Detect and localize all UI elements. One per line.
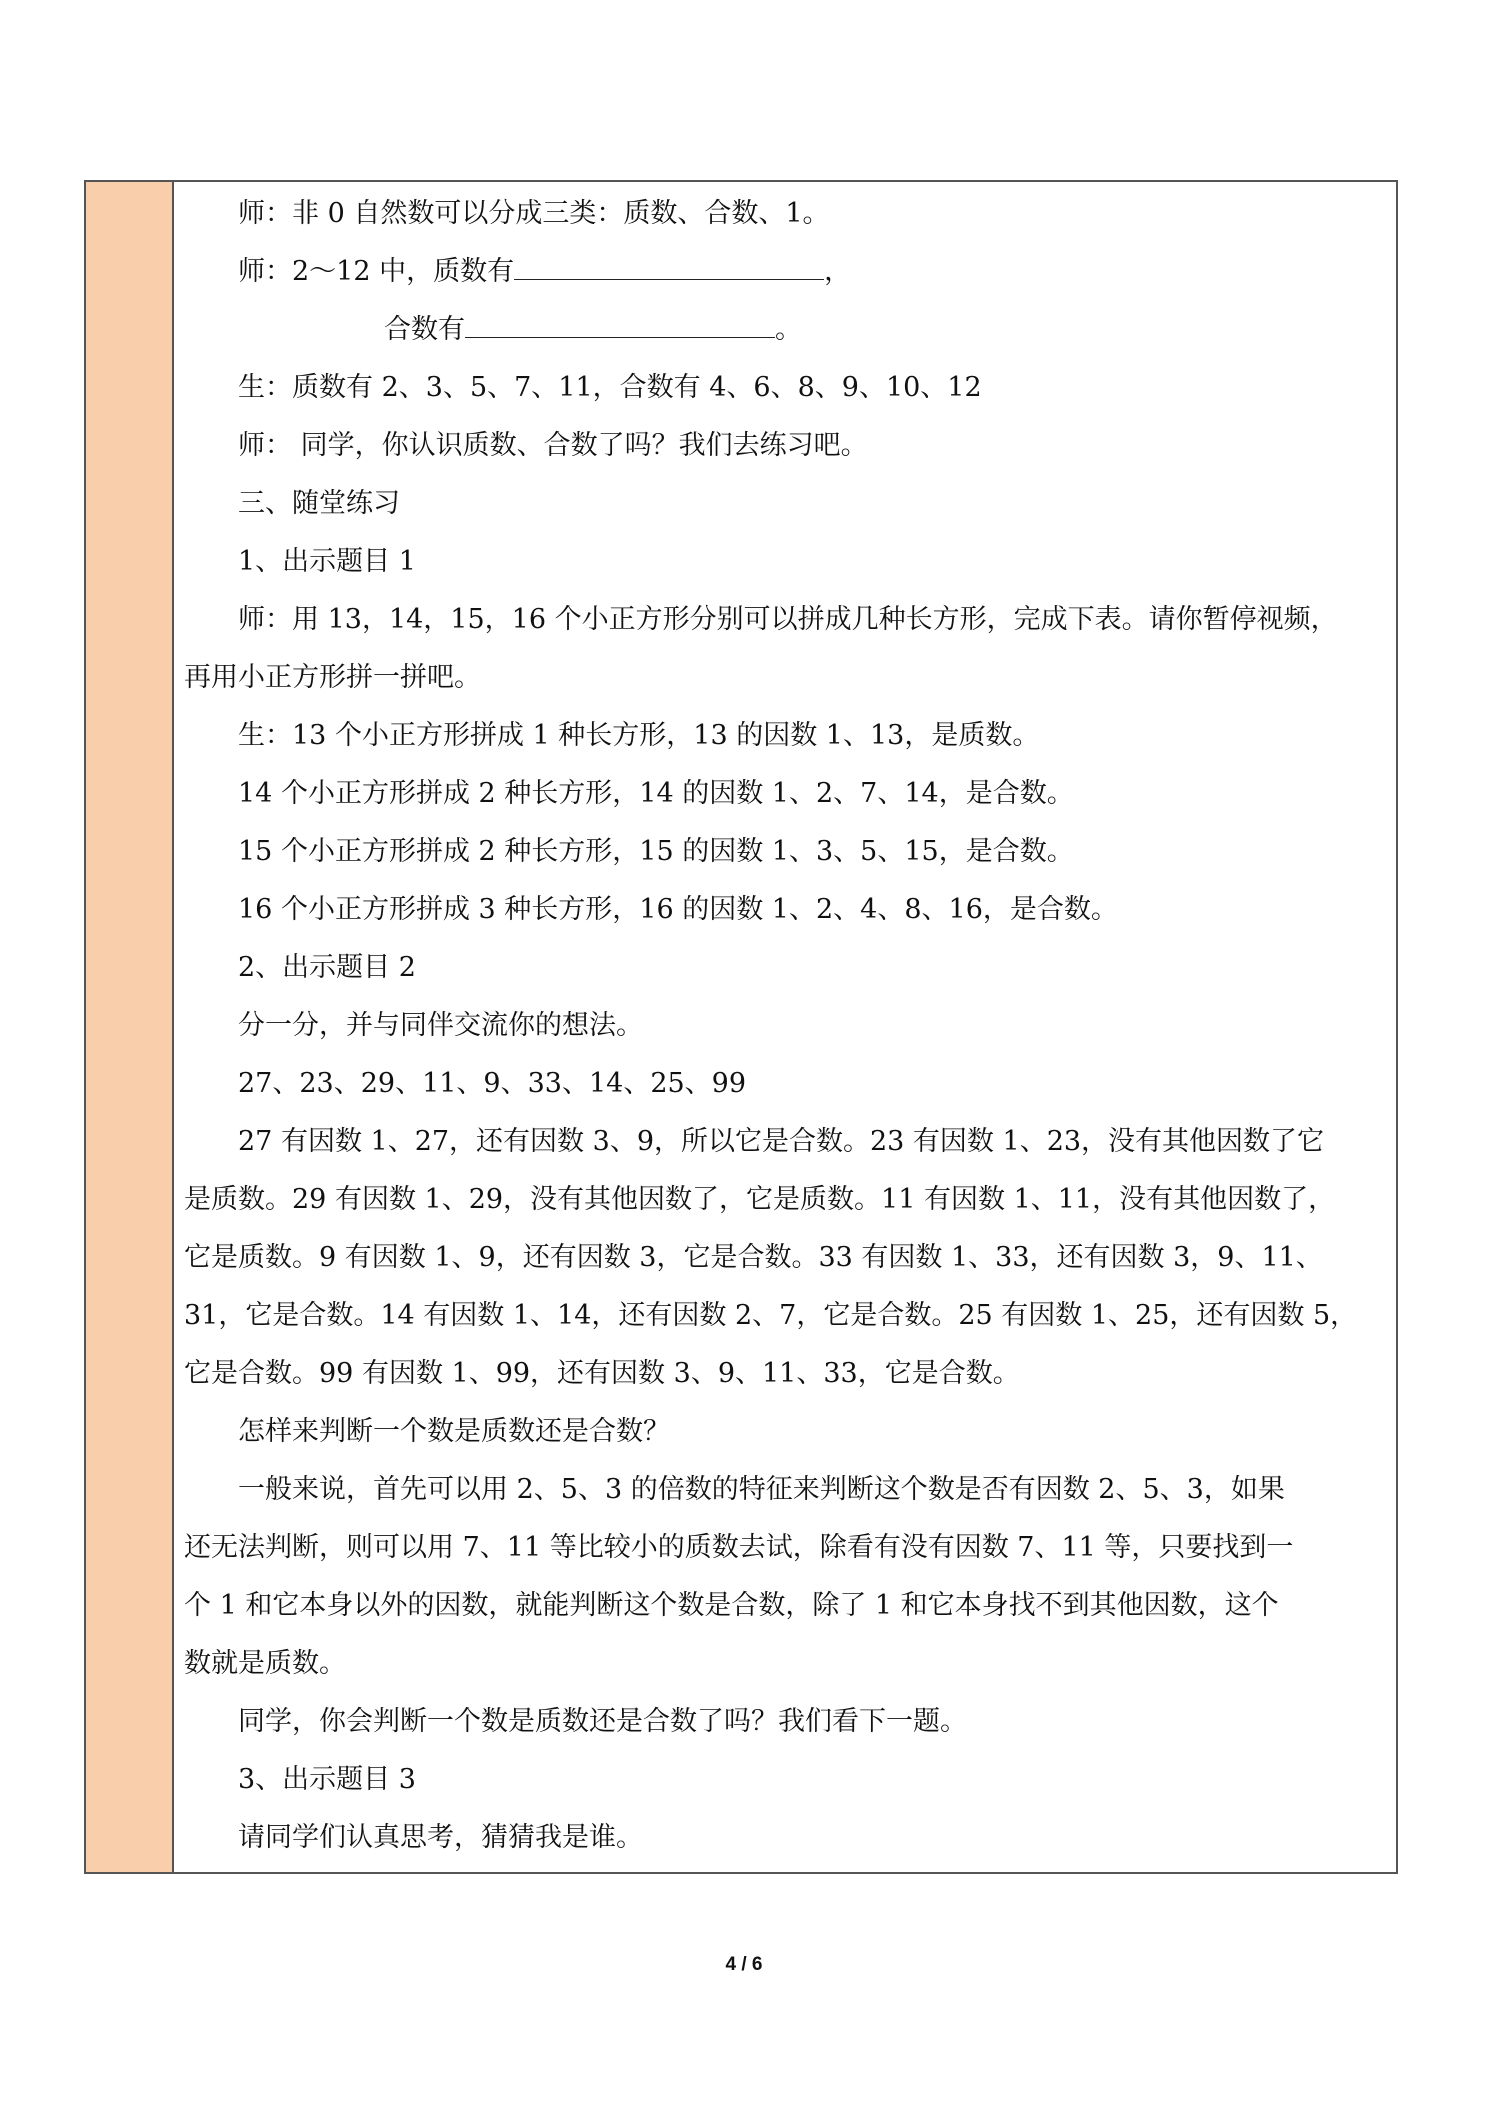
text-line: 31，它是合数。14 有因数 1、14，还有因数 2、7，它是合数。25 有因数 1、25，还有因数 5， xyxy=(184,1300,1358,1331)
lesson-table xyxy=(84,180,1398,1874)
fill-blank xyxy=(514,253,824,280)
text-fragment: ， xyxy=(824,256,852,287)
text-line: 分一分，并与同伴交流你的想法。 xyxy=(238,1010,643,1041)
text-line: 27、23、29、11、9、33、14、25、99 xyxy=(238,1068,747,1099)
text-line: 师：用 13，14，15，16 个小正方形分别可以拼成几种长方形，完成下表。请你暂停视频， xyxy=(238,604,1338,635)
fill-blank xyxy=(465,311,775,338)
text-line: 同学，你会判断一个数是质数还是合数了吗？我们看下一题。 xyxy=(238,1706,967,1737)
text-line: 14 个小正方形拼成 2 种长方形，14 的因数 1、2、7、14，是合数。 xyxy=(238,778,1074,809)
text-line: 生：质数有 2、3、5、7、11，合数有 4、6、8、9、10、12 xyxy=(238,372,982,403)
text-line: 数就是质数。 xyxy=(184,1648,346,1679)
text-line: 16 个小正方形拼成 3 种长方形，16 的因数 1、2、4、8、16，是合数。 xyxy=(238,894,1118,925)
text-line: 2、出示题目 2 xyxy=(238,952,416,983)
text-line xyxy=(384,310,802,350)
text-line xyxy=(238,252,851,292)
text-fragment: 师：2～12 中，质数有 xyxy=(238,256,515,287)
side-cell xyxy=(86,182,174,1872)
section-heading: 三、随堂练习 xyxy=(238,488,400,519)
text-line: 是质数。29 有因数 1、29，没有其他因数了，它是质数。11 有因数 1、11，没有其他因数了， xyxy=(184,1184,1336,1215)
text-line: 它是质数。9 有因数 1、9，还有因数 3，它是合数。33 有因数 1、33，还有因数 3，9、11、 xyxy=(184,1242,1323,1273)
text-line: 还无法判断，则可以用 7、11 等比较小的质数去试，除看有没有因数 7、11 等，只要找到一 xyxy=(184,1532,1294,1563)
text-fragment: 。 xyxy=(775,314,802,345)
text-line: 27 有因数 1、27，还有因数 3、9，所以它是合数。23 有因数 1、23，没有其他因数了它 xyxy=(238,1126,1325,1157)
text-line: 个 1 和它本身以外的因数，就能判断这个数是合数，除了 1 和它本身找不到其他因数，这个 xyxy=(184,1590,1279,1621)
text-line: 15 个小正方形拼成 2 种长方形，15 的因数 1、3、5、15，是合数。 xyxy=(238,836,1074,867)
text-line: 1、出示题目 1 xyxy=(238,546,416,577)
text-line: 师：非 0 自然数可以分成三类：质数、合数、1。 xyxy=(238,198,830,229)
text-line: 请同学们认真思考，猜猜我是谁。 xyxy=(238,1822,643,1853)
text-line: 它是合数。99 有因数 1、99，还有因数 3、9、11、33，它是合数。 xyxy=(184,1358,1020,1389)
text-line: 怎样来判断一个数是质数还是合数？ xyxy=(238,1416,670,1447)
text-fragment: 合数有 xyxy=(384,314,465,345)
text-line: 再用小正方形拼一拼吧。 xyxy=(184,662,481,693)
text-line: 生：13 个小正方形拼成 1 种长方形，13 的因数 1、13，是质数。 xyxy=(238,720,1040,751)
text-line: 一般来说，首先可以用 2、5、3 的倍数的特征来判断这个数是否有因数 2、5、3，如果 xyxy=(238,1474,1285,1505)
text-line: 3、出示题目 3 xyxy=(238,1764,416,1795)
text-line: 师： 同学，你认识质数、合数了吗？我们去练习吧。 xyxy=(238,430,868,461)
page-number: 4 / 6 xyxy=(725,1954,763,1975)
